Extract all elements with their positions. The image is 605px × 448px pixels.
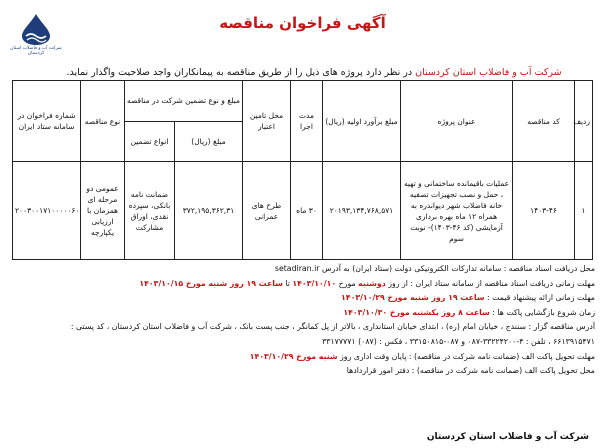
header-guarantee-amount: مبلغ (ریال) <box>175 121 243 162</box>
info-envelope-deadline-text: مهلت تحویل پاکت الف (ضمانت نامه شرکت در مناقصه) : پایان وقت اداری روز <box>337 351 595 361</box>
logo-caption: شرکت آب و فاضلاب استان کردستان <box>10 46 62 56</box>
header-initial-amount: مبلغ برآورد اولیه (ریال) <box>323 81 401 162</box>
subtitle-organization: شرکت آب و فاضلاب استان کردستان <box>415 67 562 78</box>
header-tender-type: نوع مناقصه <box>81 81 125 162</box>
header-funding-source: محل تامین اعتبار <box>243 81 291 162</box>
cell-project-title: عملیات باقیمانده ساختمانی و تهیه ، حمل و نصب تجهیزات تصفیه خانه فاضلاب شهر دیواندره به همراه ۱۲ ماه بهره برداری آزمایشی (کد ۴۶-۱۴۰۳)- نوبت سوم <box>401 162 513 260</box>
info-bid-deadline-value: ساعت ۱۹ روز شنبه مورخ ۱۴۰۳/۱۰/۲۹ <box>341 293 485 303</box>
info-envelope-deadline-value: شنبه مورخ ۱۴۰۳/۱۰/۲۹ <box>249 351 338 361</box>
tender-table <box>12 80 593 260</box>
info-envelope-deadline <box>12 350 595 365</box>
subtitle-text: در نظر دارد پروژه های ذیل را از طریق مناقصه به پیمانکاران واجد صلاحیت واگذار نماید. <box>66 67 416 78</box>
info-bid-deadline-text: مهلت زمانی ارائه پیشنهاد قیمت : <box>484 293 595 303</box>
info-document-end: ساعت ۱۹ روز شنبه مورخ ۱۴۰۳/۱۰/۱۵ <box>139 278 283 288</box>
setad-url-link[interactable]: setadiran.ir <box>274 264 320 273</box>
info-bid-deadline <box>12 291 595 306</box>
header-row-number: ردیف <box>575 81 593 162</box>
cell-guarantee-amount: ۳۷۲,۱۹۵,۳۶۲,۳۱ <box>175 162 243 260</box>
company-logo <box>10 12 62 56</box>
info-address: آدرس مناقصه گزار : سنندج ، خیابان امام (ره) ، ابتدای خیابان استانداری ، بالاتر از پل کمانگر ، جنب پست بانک ، شرکت آب و فاضلاب استان کردستان ، کد پستی : <box>70 322 595 332</box>
info-contact: ۶۶۱۳۹۱۵۴۷۱ ، تلفن : ۴-۳۳۲۲۴۲۰۰-۰۸۷ و ۰۸۷-۳۳۱۵۰۸۱۵ ، فکس : (۰۸۷) ۳۳۱۷۷۷۷۱ <box>322 336 595 346</box>
header-duration: مدت اجرا <box>291 81 323 162</box>
header-guarantee-types: انواع تضمین <box>125 121 175 162</box>
notice-subtitle <box>40 67 588 78</box>
water-drop-logo-icon <box>10 12 62 46</box>
info-envelope-location: محل تحویل پاکت الف (ضمانت نامه شرکت در مناقصه) : دفتر امور قراردادها <box>346 366 595 376</box>
info-document-start-day: دوشنبه <box>358 278 386 288</box>
info-opening-time <box>12 306 595 321</box>
cell-tender-type: عمومی دو مرحله ای همزمان با ارزیابی یکپارچه <box>81 162 125 260</box>
header-guarantee-group: مبلغ و نوع تضمین شرکت در مناقصه <box>125 81 243 122</box>
cell-tender-code: ۱۴۰۳-۴۶ <box>513 162 575 260</box>
cell-initial-amount: ۲۰۱۹۳,۱۳۴,۷۶۸,۵۷۱ <box>323 162 401 260</box>
info-document-deadline: مهلت زمانی دریافت اسناد مناقصه از سامانه ستاد ایران : از روز دوشنبه مورخ ۱۴۰۳/۱۰/۱۰ تا ساعت ۱۹ روز شنبه مورخ ۱۴۰۳/۱۰/۱۵ <box>139 278 595 288</box>
info-opening-time-text: زمان شروع بازگشایی پاکت ها : <box>489 307 595 317</box>
info-opening-time-value: ساعت ۸ روز یکشنبه مورخ ۱۴۰۳/۱۰/۳۰ <box>343 307 490 317</box>
cell-funding-source: طرح های عمرانی <box>243 162 291 260</box>
info-document-deadline-text: مهلت زمانی دریافت اسناد مناقصه از سامانه ستاد ایران : از روز <box>385 278 595 288</box>
tender-info <box>12 262 595 379</box>
info-document-start-date: ۱۴۰۳/۱۰/۱۰ <box>292 278 337 288</box>
cell-duration: ۳۰ ماه <box>291 162 323 260</box>
header-project-title: عنوان پروژه <box>401 81 513 162</box>
header-setad-number: شماره فراخوان در سامانه ستاد ایران <box>13 81 81 162</box>
cell-setad-number: ۲۰۰۳۰۰۱۷۱۰۰۰۰۰۶۰ <box>13 162 81 260</box>
info-document-location <box>12 262 595 277</box>
notice-title: آگهی فراخوان مناقصه <box>219 14 386 32</box>
cell-row-number: ۱ <box>575 162 593 260</box>
info-document-until: تا <box>282 278 293 288</box>
table-row <box>13 162 593 260</box>
info-document-location-text: محل دریافت اسناد مناقصه : سامانه تدارکات الکترونیکی دولت (ستاد ایران) به آدرس <box>319 264 595 273</box>
header-tender-code: کد مناقصه <box>513 81 575 162</box>
cell-guarantee-types: ضمانت نامه بانکی، سپرده نقدی، اوراق مشارکت <box>125 162 175 260</box>
footer-organization: شرکت آب و فاضلاب استان کردستان <box>426 432 589 442</box>
